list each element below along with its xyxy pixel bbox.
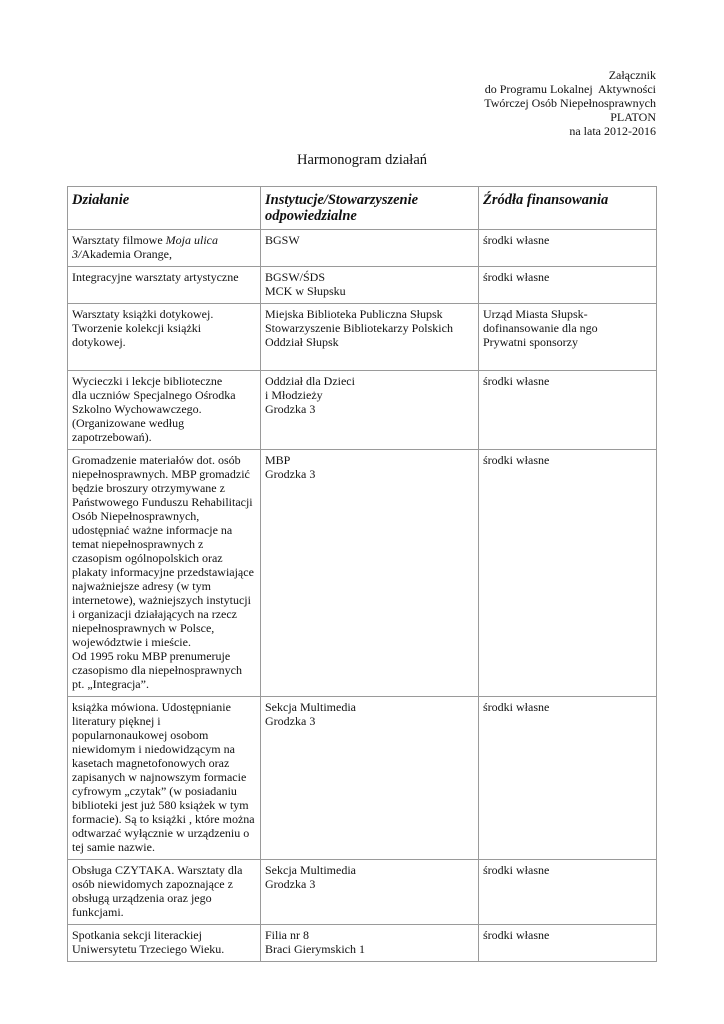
action-title-italic: Moja ulica <box>165 233 218 247</box>
institution-cell <box>261 860 479 925</box>
funding-cell <box>479 450 657 697</box>
action-line: funkcjami. <box>72 905 124 919</box>
funding-cell <box>479 267 657 304</box>
action-line: osób niewidomych zapoznające z <box>72 877 233 891</box>
action-line: najważniejsze adresy (w tym <box>72 579 211 593</box>
cell-spacer <box>72 349 256 365</box>
institution-line: MCK w Słupsku <box>265 284 346 298</box>
action-cell <box>68 860 261 925</box>
table-row <box>68 450 657 697</box>
action-line: internetowe), ważniejszych instytucji <box>72 593 251 607</box>
funding-line: Prywatni sponsorzy <box>483 335 578 349</box>
institution-line: Oddział dla Dzieci <box>265 374 355 388</box>
action-line: zapisanych w najnowszym formacie <box>72 770 247 784</box>
action-line: pt. „Integracja”. <box>72 677 149 691</box>
action-line: kasetach magnetofonowych oraz <box>72 756 230 770</box>
action-cell <box>68 267 261 304</box>
table-row <box>68 230 657 267</box>
annex-header <box>484 68 656 138</box>
institution-cell <box>261 450 479 697</box>
action-line: niewidomym i niedowidzącym na <box>72 742 235 756</box>
institution-line: MBP <box>265 453 291 467</box>
action-line: czasopism ogólnopolskich oraz <box>72 551 223 565</box>
action-cell <box>68 371 261 450</box>
action-line: dla uczniów Specjalnego Ośrodka <box>72 388 236 402</box>
action-line: dotykowej. <box>72 335 126 349</box>
action-line: formacie). Są to książki , które można <box>72 812 255 826</box>
action-line: Integracyjne warsztaty artystyczne <box>72 270 239 284</box>
institution-line: i Młodzieży <box>265 388 323 402</box>
funding-cell <box>479 925 657 962</box>
institution-line: Sekcja Multimedia <box>265 700 356 714</box>
funding-line: środki własne <box>483 700 550 714</box>
schedule-table <box>67 186 657 962</box>
table-row <box>68 371 657 450</box>
institution-cell <box>261 304 479 371</box>
institution-cell <box>261 925 479 962</box>
annex-line: PLATON <box>610 110 656 124</box>
funding-line: środki własne <box>483 863 550 877</box>
funding-line: Urząd Miasta Słupsk- <box>483 307 588 321</box>
action-line: Osób Niepełnosprawnych, <box>72 509 200 523</box>
funding-cell <box>479 304 657 371</box>
action-line: czasopismo dla niepełnosprawnych <box>72 663 242 677</box>
action-line: Spotkania sekcji literackiej <box>72 928 202 942</box>
funding-line: środki własne <box>483 270 550 284</box>
funding-line: środki własne <box>483 374 550 388</box>
action-line: temat niepełnosprawnych z <box>72 537 204 551</box>
institution-line: Stowarzyszenie Bibliotekarzy Polskich <box>265 321 453 335</box>
funding-cell <box>479 230 657 267</box>
action-line: plakaty informacyjne przedstawiające <box>72 565 254 579</box>
institution-line: BGSW <box>265 233 300 247</box>
action-cell <box>68 304 261 371</box>
action-line <box>72 233 256 247</box>
page-title: Harmonogram działań <box>296 152 428 168</box>
institution-line: BGSW/ŚDS <box>265 270 326 284</box>
institution-line: Grodzka 3 <box>265 402 316 416</box>
table-row <box>68 925 657 962</box>
institution-line: Miejska Biblioteka Publiczna Słupsk <box>265 307 443 321</box>
institution-line: Grodzka 3 <box>265 467 316 481</box>
table-row <box>68 267 657 304</box>
institution-line: Braci Gierymskich 1 <box>265 942 365 956</box>
funding-cell <box>479 371 657 450</box>
annex-line: do Programu Lokalnej Aktywności <box>484 82 656 96</box>
action-line: odtwarzać wyłącznie w urządzeniu o <box>72 826 250 840</box>
action-line: tej samie nazwie. <box>72 840 155 854</box>
institution-cell <box>261 267 479 304</box>
action-line: obsługą urządzenia oraz jego <box>72 891 212 905</box>
action-line <box>72 247 256 261</box>
institution-line: Grodzka 3 <box>265 714 316 728</box>
action-line: literatury pięknej i <box>72 714 161 728</box>
institution-line: Filia nr 8 <box>265 928 309 942</box>
action-cell <box>68 697 261 860</box>
institution-cell <box>261 371 479 450</box>
action-title-italic: 3/ <box>72 247 82 261</box>
institution-cell <box>261 230 479 267</box>
action-line: biblioteki jest już 580 książek w tym <box>72 798 249 812</box>
column-header-action: Działanie <box>68 187 261 230</box>
institution-line: Sekcja Multimedia <box>265 863 356 877</box>
funding-cell <box>479 860 657 925</box>
action-line: Uniwersytetu Trzeciego Wieku. <box>72 942 225 956</box>
action-line: będzie broszury otrzymywane z <box>72 481 225 495</box>
annex-line: na lata 2012-2016 <box>569 124 656 138</box>
institution-cell <box>261 697 479 860</box>
action-line: cyfrowym „czytak” (w posiadaniu <box>72 784 237 798</box>
funding-line: środki własne <box>483 453 550 467</box>
action-line: (Organizowane według <box>72 416 185 430</box>
annex-line: Twórczej Osób Niepełnosprawnych <box>484 96 656 110</box>
action-line: Wycieczki i lekcje biblioteczne <box>72 374 223 388</box>
funding-line: dofinansowanie dla ngo <box>483 321 598 335</box>
action-cell <box>68 230 261 267</box>
action-line: i organizacji działających na rzecz <box>72 607 238 621</box>
table-row <box>68 304 657 371</box>
action-cell <box>68 450 261 697</box>
action-line: popularnonaukowej osobom <box>72 728 209 742</box>
column-header-institution: Instytucje/Stowarzyszenie odpowiedzialne <box>261 187 479 230</box>
action-line: niepełnosprawnych. MBP gromadzić <box>72 467 250 481</box>
action-line: Warsztaty książki dotykowej. <box>72 307 214 321</box>
action-line: książka mówiona. Udostępnianie <box>72 700 231 714</box>
action-line: Obsługa CZYTAKA. Warsztaty dla <box>72 863 243 877</box>
action-line: Tworzenie kolekcji książki <box>72 321 202 335</box>
table-header-row <box>68 187 657 230</box>
action-line: Państwowego Funduszu Rehabilitacji <box>72 495 253 509</box>
funding-line: środki własne <box>483 928 550 942</box>
action-cell <box>68 925 261 962</box>
table-row <box>68 697 657 860</box>
table-row <box>68 860 657 925</box>
institution-line: Grodzka 3 <box>265 877 316 891</box>
action-line: zapotrzebowań). <box>72 430 152 444</box>
institution-line: Oddział Słupsk <box>265 335 339 349</box>
action-text: Warsztaty filmowe <box>72 233 166 247</box>
action-line: niepełnosprawnych w Polsce, <box>72 621 215 635</box>
column-header-funding: Źródła finansowania <box>479 187 657 230</box>
action-text: Akademia Orange, <box>81 247 172 261</box>
annex-line: Załącznik <box>608 68 656 82</box>
action-line: Gromadzenie materiałów dot. osób <box>72 453 241 467</box>
funding-line: środki własne <box>483 233 550 247</box>
funding-cell <box>479 697 657 860</box>
action-line: udostępniać ważne informacje na <box>72 523 233 537</box>
action-line: Szkolno Wychowawczego. <box>72 402 202 416</box>
action-line: województwie i mieście. <box>72 635 191 649</box>
action-line: Od 1995 roku MBP prenumeruje <box>72 649 231 663</box>
